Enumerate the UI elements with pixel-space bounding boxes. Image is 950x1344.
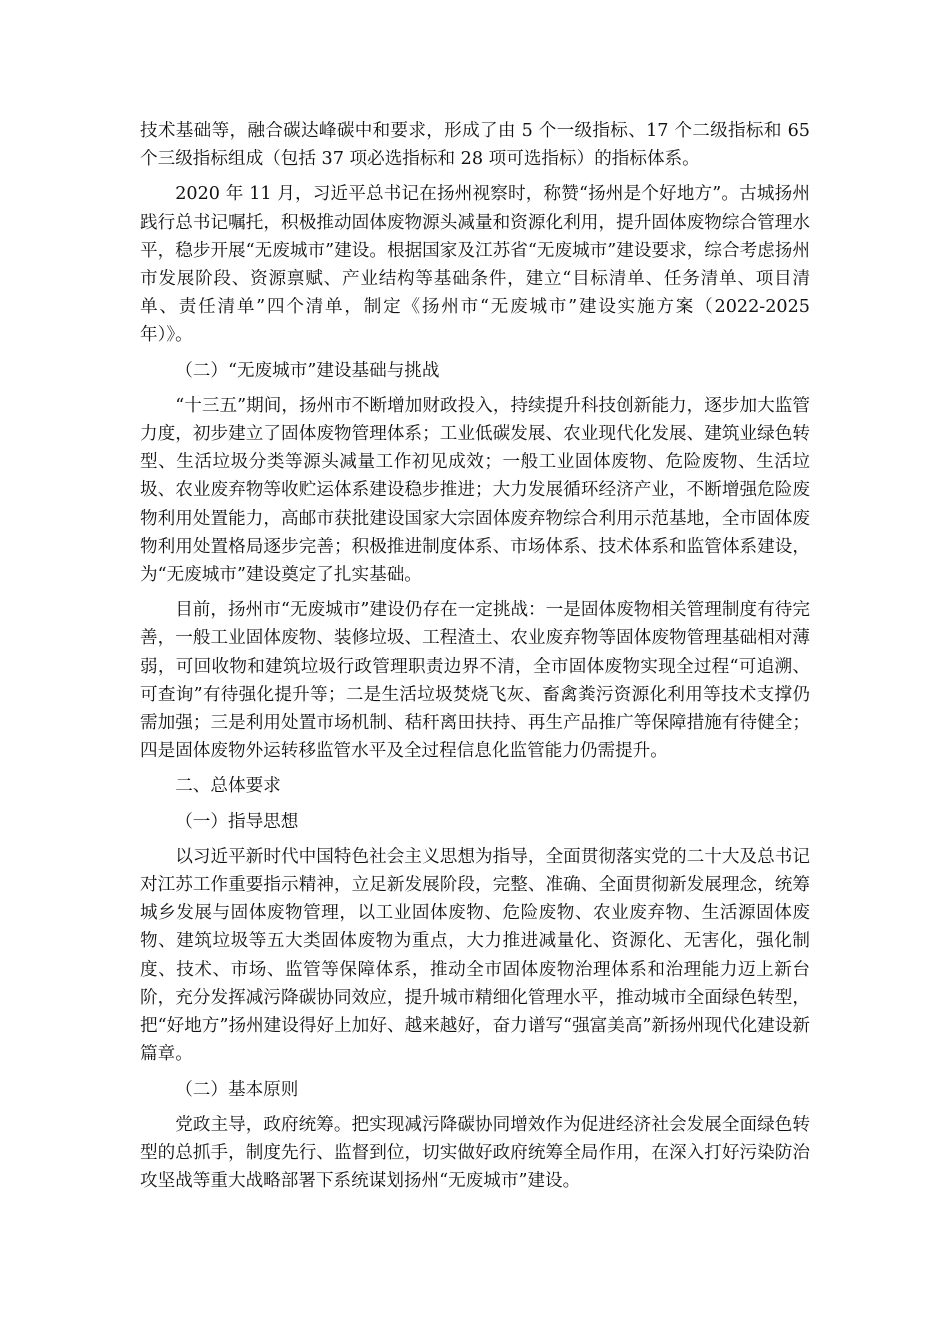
section-heading: （一）指导思想 bbox=[175, 811, 299, 832]
paragraph: 以习近平新时代中国特色社会主义思想为指导，全面贯彻落实党的二十大及总书记对江苏工作重要指示精神，立足新发展阶段，完整、准确、全面贯彻新发展理念，统筹城乡发展与固体废物管理，以工业固体废物、危险废物、农业废弃物、生活源固体废物、建筑垃圾等五大类固体废物为重点，大力推进减量化、资源化、无害化，强化制度、技术、市场、监管等保障体系，推动全市固体废物治理体系和治理能力迈上新台阶，充分发挥减污降碳协同效应，提升城市精细化管理水平，推动城市全面绿色转型，把“好地方”扬州建设得好上加好、越来越好，奋力谱写“强富美高”新扬州现代化建设新篇章。 bbox=[140, 846, 810, 1065]
document-body bbox=[140, 117, 810, 1202]
paragraph: 党政主导，政府统筹。把实现减污降碳协同增效作为促进经济社会发展全面绿色转型的总抓手，制度先行、监督到位，切实做好政府统筹全局作用，在深入打好污染防治攻坚战等重大战略部署下系统谋划扬州“无废城市”建设。 bbox=[140, 1114, 810, 1192]
paragraph: “十三五”期间，扬州市不断增加财政投入，持续提升科技创新能力，逐步加大监管力度，初步建立了固体废物管理体系；工业低碳发展、农业现代化发展、建筑业绿色转型、生活垃圾分类等源头减量工作初见成效；一般工业固体废物、危险废物、生活垃圾、农业废弃物等收贮运体系建设稳步推进；大力发展循环经济产业，不断增强危险废物利用处置能力，高邮市获批建设国家大宗固体废弃物综合利用示范基地，全市固体废物利用处置格局逐步完善；积极推进制度体系、市场体系、技术体系和监管体系建设，为“无废城市”建设奠定了扎实基础。 bbox=[140, 395, 810, 586]
section-heading: （二）基本原则 bbox=[175, 1079, 299, 1100]
chapter-heading: 二、总体要求 bbox=[175, 776, 281, 797]
paragraph: 2020 年 11 月，习近平总书记在扬州视察时，称赞“扬州是个好地方”。古城扬州践行总书记嘱托，积极推动固体废物源头减量和资源化利用，提升固体废物综合管理水平，稳步开展“无废城市”建设。根据国家及江苏省“无废城市”建设要求，综合考虑扬州市发展阶段、资源禀赋、产业结构等基础条件，建立“目标清单、任务清单、项目清单、责任清单”四个清单，制定《扬州市“无废城市”建设实施方案（2022-2025 年）》。 bbox=[140, 184, 810, 346]
paragraph: 目前，扬州市“无废城市”建设仍存在一定挑战：一是固体废物相关管理制度有待完善，一般工业固体废物、装修垃圾、工程渣土、农业废弃物等固体废物管理基础相对薄弱，可回收物和建筑垃圾行政管理职责边界不清，全市固体废物实现全过程“可追溯、可查询”有待强化提升等；二是生活垃圾焚烧飞灰、畜禽粪污资源化利用等技术支撑仍需加强；三是利用处置市场机制、秸秆离田扶持、再生产品推广等保障措施有待健全；四是固体废物外运转移监管水平及全过程信息化监管能力仍需提升。 bbox=[140, 600, 810, 762]
section-heading: （二）“无废城市”建设基础与挑战 bbox=[175, 360, 440, 381]
paragraph: 技术基础等，融合碳达峰碳中和要求，形成了由 5 个一级指标、17 个二级指标和 65 个三级指标组成（包括 37 项必选指标和 28 项可选指标）的指标体系。 bbox=[140, 121, 810, 170]
